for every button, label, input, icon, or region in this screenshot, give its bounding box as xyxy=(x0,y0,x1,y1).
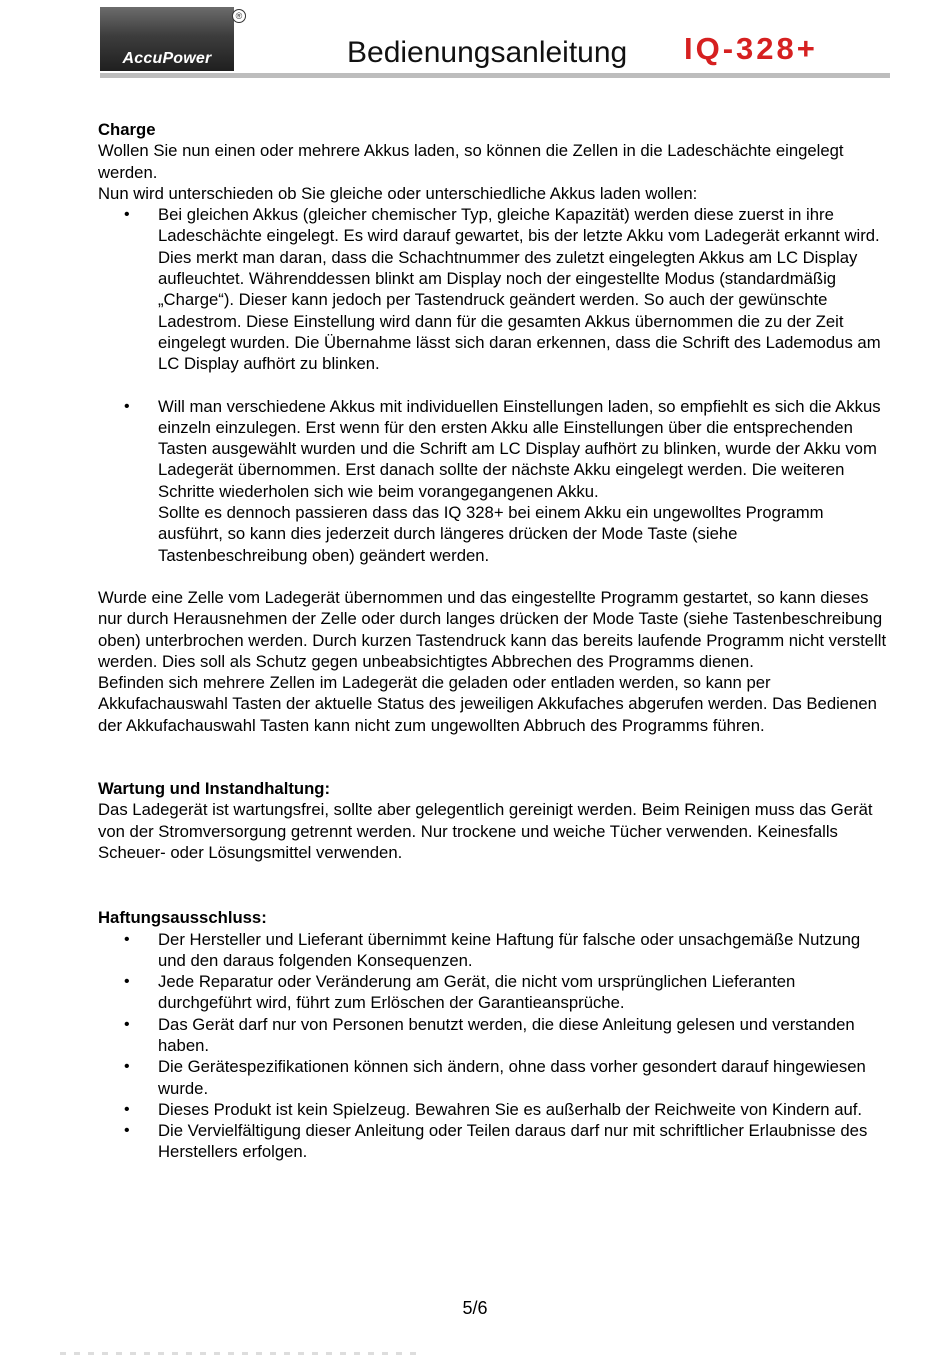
list-item xyxy=(98,929,890,972)
charge-bullet-list xyxy=(98,204,890,566)
charge-bullet-2: Will man verschiedene Akkus mit individuellen Einstellungen laden, so empfiehlt es sich die Akkus einzeln einzulegen. Erst wenn für den ersten Akku alle Einstellungen über die entsprechenden Tasten ausgewählt wurden und die Schrift am LC Display aufhört zu blinken, wurde der Akku vom Ladegerät übernommen. Erst danach sollte der nächste Akku eingelegt werden. Die weiteren Schritte wiederholen sich wie beim vorangegangenen Akku. xyxy=(158,396,881,501)
logo-text: AccuPower xyxy=(122,50,212,67)
list-item xyxy=(98,396,890,566)
maintenance-heading: Wartung und Instandhaltung: xyxy=(98,779,331,799)
charge-bullet-2-extra: Sollte es dennoch passieren dass das IQ 328+ bei einem Akku ein ungewolltes Programm ausführt, so kann dies jederzeit durch längeres drücken der Mode Taste (siehe Tastenbeschreibung oben) geändert werden. xyxy=(158,503,824,565)
charge-paragraph-2: Befinden sich mehrere Zellen im Ladegerät die geladen oder entladen werden, so kann per Akkufachauswahl Tasten der aktuelle Status des jeweiligen Akkufaches abgerufen werden. Das Bedienen der Akkufachauswahl Tasten kann nicht zum ungewollten Abbruch des Programms führen. xyxy=(98,673,877,735)
list-item xyxy=(98,1056,890,1099)
document-title: Bedienungsanleitung xyxy=(347,36,628,69)
charge-intro-1: Wollen Sie nun einen oder mehrere Akkus laden, so können die Zellen in die Ladeschächte eingelegt werden. xyxy=(98,141,844,182)
liability-bullet-1: Der Hersteller und Lieferant übernimmt keine Haftung für falsche oder unsachgemäße Nutzung und den daraus folgenden Konsequenzen. xyxy=(158,929,861,970)
liability-bullet-4: Die Gerätespezifikationen können sich ändern, ohne dass vorher gesondert darauf hingewiesen wurde. xyxy=(158,1057,866,1098)
footer-scan-artifact xyxy=(60,1352,420,1355)
charge-bullet-1: Bei gleichen Akkus (gleicher chemischer Typ, gleiche Kapazität) werden diese zuerst in ihre Ladeschächte eingelegt. Es wird darauf gewartet, bis der letzte Akku vom Ladegerät erkannt wird. Dies merkt man daran, dass die Schachtnummer des zuletzt eingelegten Akkus am LC Display aufleuchtet. Währenddessen blinkt am Display noch der eingestellte Modus (standardmäßig „Charge“). Dieser kann jedoch per Tastendruck geändert werden. So auch der gewünschte Ladestrom. Diese Einstellung wird dann für die gesamten Akkus übernommen die zu der Zeit eingelegt wurden. Die Übernahme lässt sich daran erkennen, dass die Schrift des Lademodus am LC Display aufhört zu blinken. xyxy=(158,205,881,374)
list-item xyxy=(98,1120,890,1163)
bullet-icon: • xyxy=(124,1015,130,1033)
liability-heading: Haftungsausschluss: xyxy=(98,908,267,928)
spacer xyxy=(98,863,890,907)
liability-bullet-5: Dieses Produkt ist kein Spielzeug. Bewahren Sie es außerhalb der Reichweite von Kindern auf. xyxy=(158,1099,863,1119)
header-divider xyxy=(100,73,890,78)
bullet-icon: • xyxy=(124,973,130,991)
liability-bullet-2: Jede Reparatur oder Veränderung am Gerät, die nicht vom ursprünglichen Lieferanten durchgeführt wird, führt zum Erlöschen der Garantieansprüche. xyxy=(158,972,796,1013)
liability-bullet-3: Das Gerät darf nur von Personen benutzt werden, die diese Anleitung gelesen und verstanden haben. xyxy=(158,1014,855,1055)
bullet-icon: • xyxy=(124,1122,130,1140)
bullet-icon: • xyxy=(124,1100,130,1118)
charge-intro-2: Nun wird unterschieden ob Sie gleiche oder unterschiedliche Akkus laden wollen: xyxy=(98,183,698,203)
maintenance-text: Das Ladegerät ist wartungsfrei, sollte aber gelegentlich gereinigt werden. Beim Reinigen muss das Gerät von der Stromversorgung getrennt werden. Nur trockene und weiche Tücher verwenden. Keinesfalls Scheuer- oder Lösungsmittel verwenden. xyxy=(98,800,873,862)
list-item xyxy=(98,204,890,374)
page-number: 5/6 xyxy=(462,1298,488,1318)
charge-paragraph-1: Wurde eine Zelle vom Ladegerät übernommen und das eingestellte Programm gestartet, so kann dieses nur durch Herausnehmen der Zelle oder durch langes drücken der Mode Taste (siehe Tastenbeschreibung oben) unterbrochen werden. Durch kurzen Tastendruck kann das bereits laufende Programm nicht verstellt werden. Dies soll als Schutz gegen unbeabsichtigtes Abbrechen des Programms dienen. xyxy=(98,587,887,671)
spacer xyxy=(98,566,890,587)
list-item xyxy=(98,1014,890,1057)
bullet-icon: • xyxy=(124,397,130,415)
product-name: IQ-328+ xyxy=(684,31,818,66)
spacer xyxy=(98,736,890,778)
list-item xyxy=(98,1099,890,1120)
page-content xyxy=(98,119,890,1163)
accupower-logo xyxy=(100,7,243,71)
registered-mark: ® xyxy=(232,9,246,23)
bullet-icon: • xyxy=(124,206,130,224)
charge-heading: Charge xyxy=(98,120,156,139)
list-item xyxy=(98,971,890,1014)
bullet-icon: • xyxy=(124,930,130,948)
liability-bullet-list xyxy=(98,929,890,1163)
spacer xyxy=(98,375,890,396)
bullet-icon: • xyxy=(124,1058,130,1076)
liability-bullet-6: Die Vervielfältigung dieser Anleitung oder Teilen daraus darf nur mit schriftlicher Erlaubnisse des Herstellers erfolgen. xyxy=(158,1121,868,1162)
